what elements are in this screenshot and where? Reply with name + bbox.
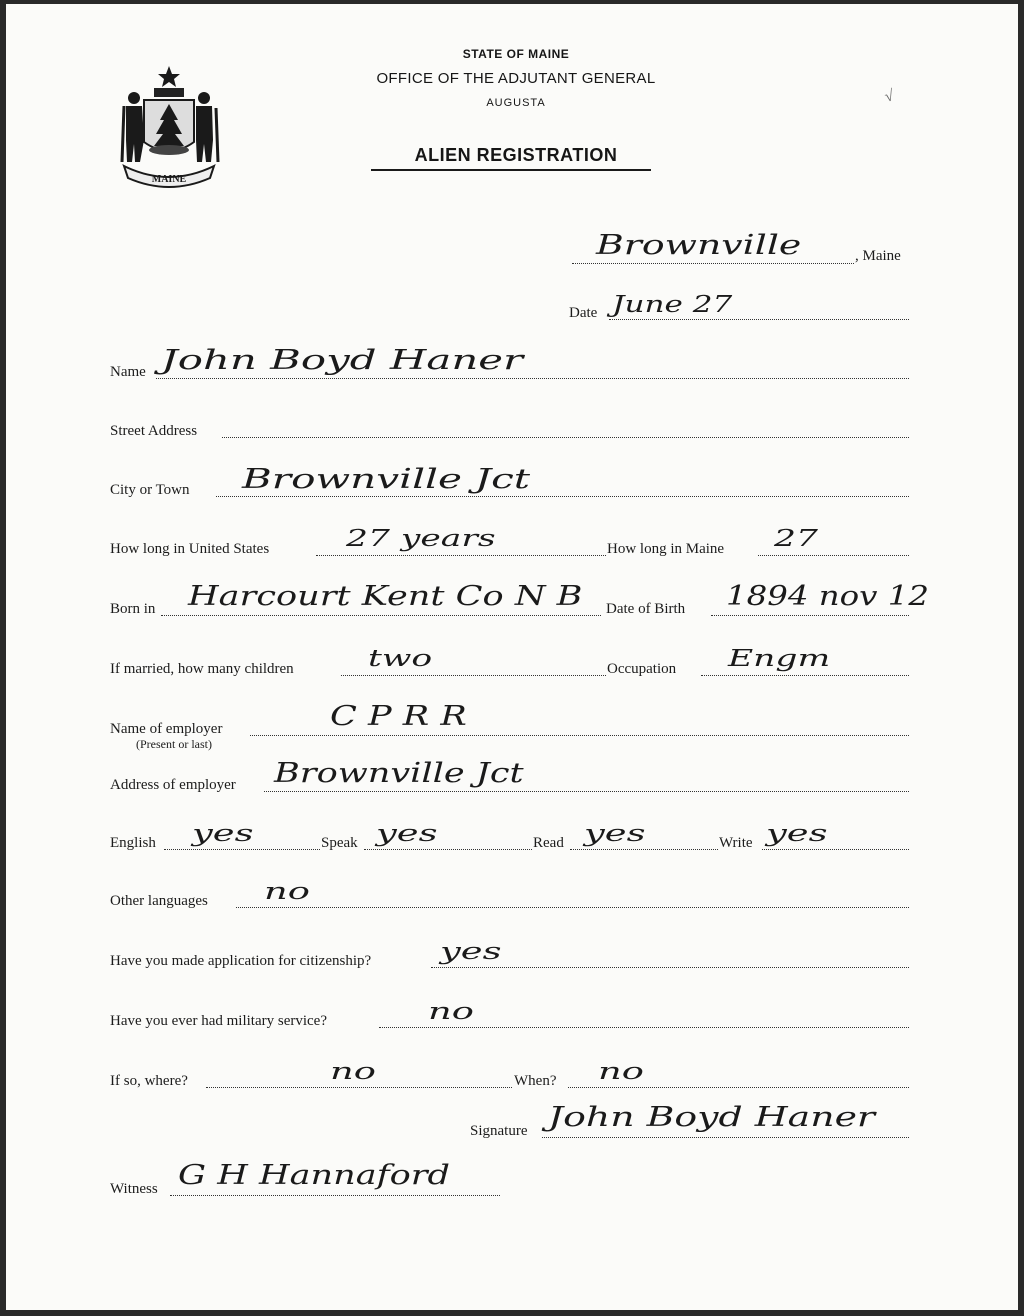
read-label: Read [533, 835, 564, 851]
name-line [156, 378, 909, 379]
speak-line [364, 849, 532, 850]
employer-value: C P R R [330, 701, 467, 732]
children-line [341, 675, 606, 676]
maine-duration-line [758, 555, 909, 556]
read-value: yes [584, 821, 646, 847]
children-label: If married, how many children [110, 661, 294, 677]
born-in-line [161, 615, 601, 616]
employer-address-value: Brownville Jct [274, 758, 524, 789]
military-label: Have you ever had military service? [110, 1013, 327, 1029]
witness-label: Witness [110, 1181, 158, 1197]
city-line [216, 496, 909, 497]
occupation-label: Occupation [607, 661, 677, 677]
date-label: Date [569, 305, 598, 321]
maine-duration-value: 27 [774, 526, 818, 552]
employer-line [250, 735, 909, 736]
signature-line [542, 1137, 909, 1138]
us-duration-label: How long in United States [110, 541, 270, 557]
where-line [206, 1087, 512, 1088]
military-value: no [428, 999, 474, 1025]
english-label: English [110, 835, 156, 851]
employer-address-label: Address of employer [110, 777, 236, 793]
street-address-label: Street Address [110, 423, 198, 439]
date-line [609, 319, 909, 320]
where-value: no [330, 1059, 376, 1085]
form-title: ALIEN REGISTRATION [414, 145, 618, 165]
other-languages-line [236, 907, 909, 908]
occupation-line [701, 675, 909, 676]
where-label: If so, where? [110, 1073, 188, 1089]
employer-sublabel: (Present or last) [136, 737, 212, 751]
employer-address-line [264, 791, 909, 792]
maine-state-seal-icon [114, 62, 224, 190]
speak-label: Speak [321, 835, 358, 851]
name-label: Name [110, 364, 146, 380]
children-value: two [368, 646, 433, 672]
title-underline [371, 169, 651, 171]
write-value: yes [766, 821, 828, 847]
registration-form [6, 4, 1018, 1310]
city-value: Brownville Jct [242, 464, 531, 495]
place-value: Brownville [596, 230, 802, 261]
witness-line [170, 1195, 500, 1196]
us-duration-value: 27 years [346, 526, 496, 552]
signature-value: John Boyd Haner [548, 1102, 876, 1133]
office-heading: OFFICE OF THE ADJUTANT GENERAL [376, 70, 656, 87]
other-languages-label: Other languages [110, 893, 208, 909]
city-heading: AUGUSTA [486, 97, 546, 109]
city-label: City or Town [110, 482, 190, 498]
name-value: John Boyd Haner [161, 345, 524, 376]
witness-value: G H Hannaford [178, 1160, 451, 1191]
street-address-line [222, 437, 909, 438]
dob-label: Date of Birth [606, 601, 686, 617]
read-line [570, 849, 718, 850]
signature-label: Signature [470, 1123, 528, 1139]
born-in-label: Born in [110, 601, 156, 617]
citizenship-line [431, 967, 909, 968]
write-label: Write [719, 835, 753, 851]
speak-value: yes [376, 821, 438, 847]
english-value: yes [192, 821, 254, 847]
military-line [379, 1027, 909, 1028]
check-mark-icon: √ [883, 87, 896, 106]
place-line [572, 263, 854, 264]
citizenship-value: yes [440, 939, 502, 965]
english-line [164, 849, 320, 850]
date-value: June 27 [612, 292, 733, 318]
citizenship-label: Have you made application for citizenship? [110, 953, 372, 969]
employer-label: Name of employer [110, 721, 223, 737]
dob-value: 1894 nov 12 [726, 581, 929, 612]
other-languages-value: no [264, 879, 310, 905]
born-in-value: Harcourt Kent Co N B [188, 581, 583, 612]
when-label: When? [514, 1073, 557, 1089]
svg-text:MAINE: MAINE [151, 174, 187, 185]
maine-duration-label: How long in Maine [607, 541, 725, 557]
when-value: no [598, 1059, 644, 1085]
dob-line [711, 615, 909, 616]
us-duration-line [316, 555, 606, 556]
write-line [762, 849, 909, 850]
place-suffix: , Maine [855, 248, 901, 264]
state-heading: STATE OF MAINE [462, 47, 570, 61]
when-line [568, 1087, 909, 1088]
occupation-value: Engm [728, 646, 831, 672]
